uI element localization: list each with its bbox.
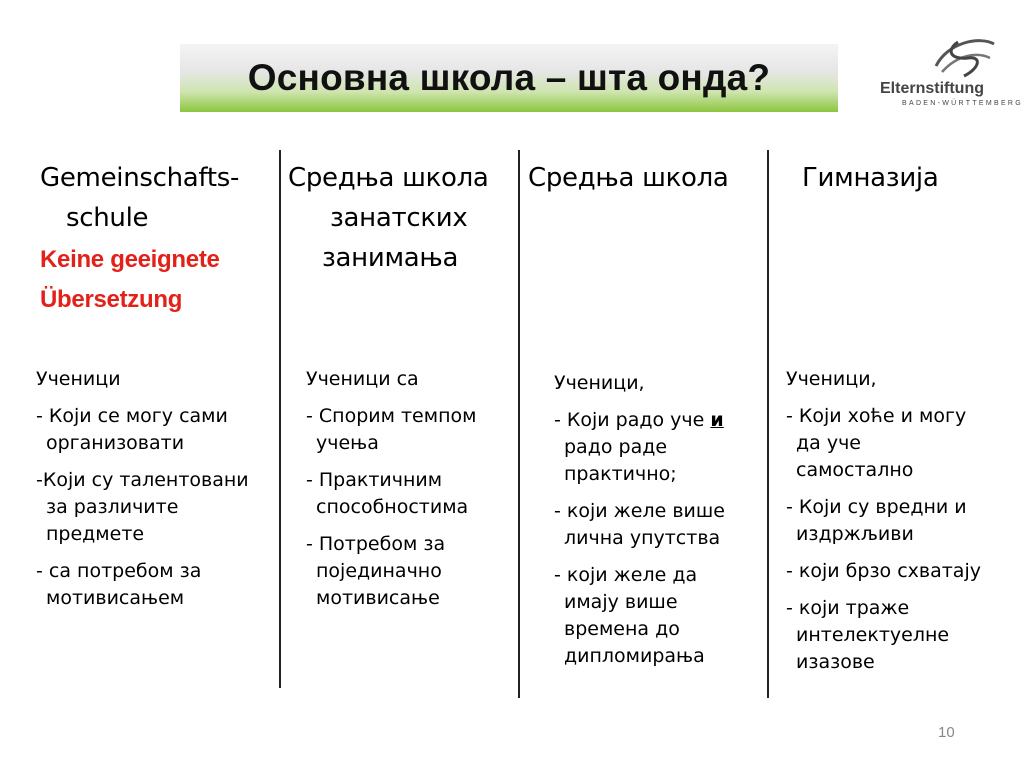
column-header <box>66 198 148 238</box>
column-body <box>554 370 725 680</box>
item-line: дипломирања <box>564 645 705 667</box>
list-item <box>786 403 981 484</box>
header-line: Средња школа <box>528 163 729 193</box>
list-item <box>306 403 476 457</box>
item-line: - који желе да <box>554 564 698 586</box>
item-line: појединачно <box>316 560 442 582</box>
elternstiftung-logo <box>878 36 1024 116</box>
column-divider <box>518 150 520 698</box>
translation-note <box>40 280 182 320</box>
item-line: - Потребом за <box>306 533 446 555</box>
column-header <box>40 158 239 198</box>
header-line: Гимназија <box>802 163 939 193</box>
title-bar <box>180 44 838 112</box>
logo-brand-text: Elternstiftung <box>880 80 984 97</box>
list-item <box>306 531 476 612</box>
list-item <box>36 558 249 612</box>
item-line: изазове <box>796 651 875 673</box>
item-line: интелектуелне <box>796 624 950 646</box>
column-intro: Ученици са <box>306 368 419 390</box>
list-item <box>786 558 981 585</box>
item-line <box>554 407 725 434</box>
page-number: 10 <box>938 724 955 741</box>
item-line: самостално <box>796 459 914 481</box>
page-title: Основна школа – шта онда? <box>247 57 771 98</box>
item-line: радо раде <box>564 436 668 458</box>
list-item <box>554 562 725 670</box>
item-line: - Који хоће и могу <box>786 405 967 427</box>
item-line: - са потребом за <box>36 560 202 582</box>
list-item <box>36 403 249 457</box>
item-line: - Практичним <box>306 469 443 491</box>
list-item <box>554 498 725 552</box>
header-line: Средња школа <box>288 163 489 193</box>
item-line: -Који су талентовани <box>36 469 249 491</box>
item-line-text: - Који радо уче <box>554 409 711 431</box>
list-item <box>306 467 476 521</box>
item-line: времена до <box>564 618 680 640</box>
item-line: издржљиви <box>796 523 914 545</box>
item-line: - који траже <box>786 597 910 619</box>
underlined-word: и <box>710 409 724 431</box>
logo-swoosh-icon <box>928 36 998 80</box>
item-line: мотивисањем <box>46 587 185 609</box>
column-body <box>36 366 249 622</box>
item-line: - Који се могу сами <box>36 405 228 427</box>
item-line: - Спорим темпом <box>306 405 477 427</box>
column-body <box>306 366 476 622</box>
logo-sub-text: BADEN-WÜRTTEMBERG <box>902 100 1024 107</box>
column-header <box>330 198 467 238</box>
item-line: да уче <box>796 432 861 454</box>
column-intro: Ученици, <box>786 368 877 390</box>
item-line: - који брзо схватају <box>786 560 981 582</box>
list-item <box>554 407 725 488</box>
item-line: практично; <box>564 463 677 485</box>
header-line: Gemeinschafts- <box>40 163 240 193</box>
list-item <box>786 595 981 676</box>
header-line: занатских <box>330 203 468 233</box>
item-line: за различите <box>46 496 179 518</box>
header-line: занимања <box>322 243 459 273</box>
item-line: организовати <box>46 432 185 454</box>
column-intro: Ученици, <box>554 372 645 394</box>
item-line: способностима <box>316 496 469 518</box>
list-item <box>786 494 981 548</box>
item-line: мотивисање <box>316 587 440 609</box>
header-line: schule <box>66 203 149 233</box>
column-body <box>786 366 981 686</box>
column-divider <box>279 150 281 688</box>
column-header <box>288 158 489 198</box>
item-line: предмете <box>46 523 145 545</box>
column-divider <box>767 150 769 698</box>
column-header <box>528 158 729 198</box>
list-item <box>36 467 249 548</box>
note-line: Keine geeignete <box>40 246 220 273</box>
item-line: имају више <box>564 591 678 613</box>
item-line: лична упутства <box>564 527 721 549</box>
column-intro: Ученици <box>36 368 121 390</box>
item-line: учења <box>316 432 379 454</box>
item-line: - Који су вредни и <box>786 496 967 518</box>
item-line: - који желе више <box>554 500 725 522</box>
note-line: Übersetzung <box>40 286 183 313</box>
column-header <box>322 238 458 278</box>
translation-note <box>40 240 220 280</box>
column-header <box>802 158 938 198</box>
